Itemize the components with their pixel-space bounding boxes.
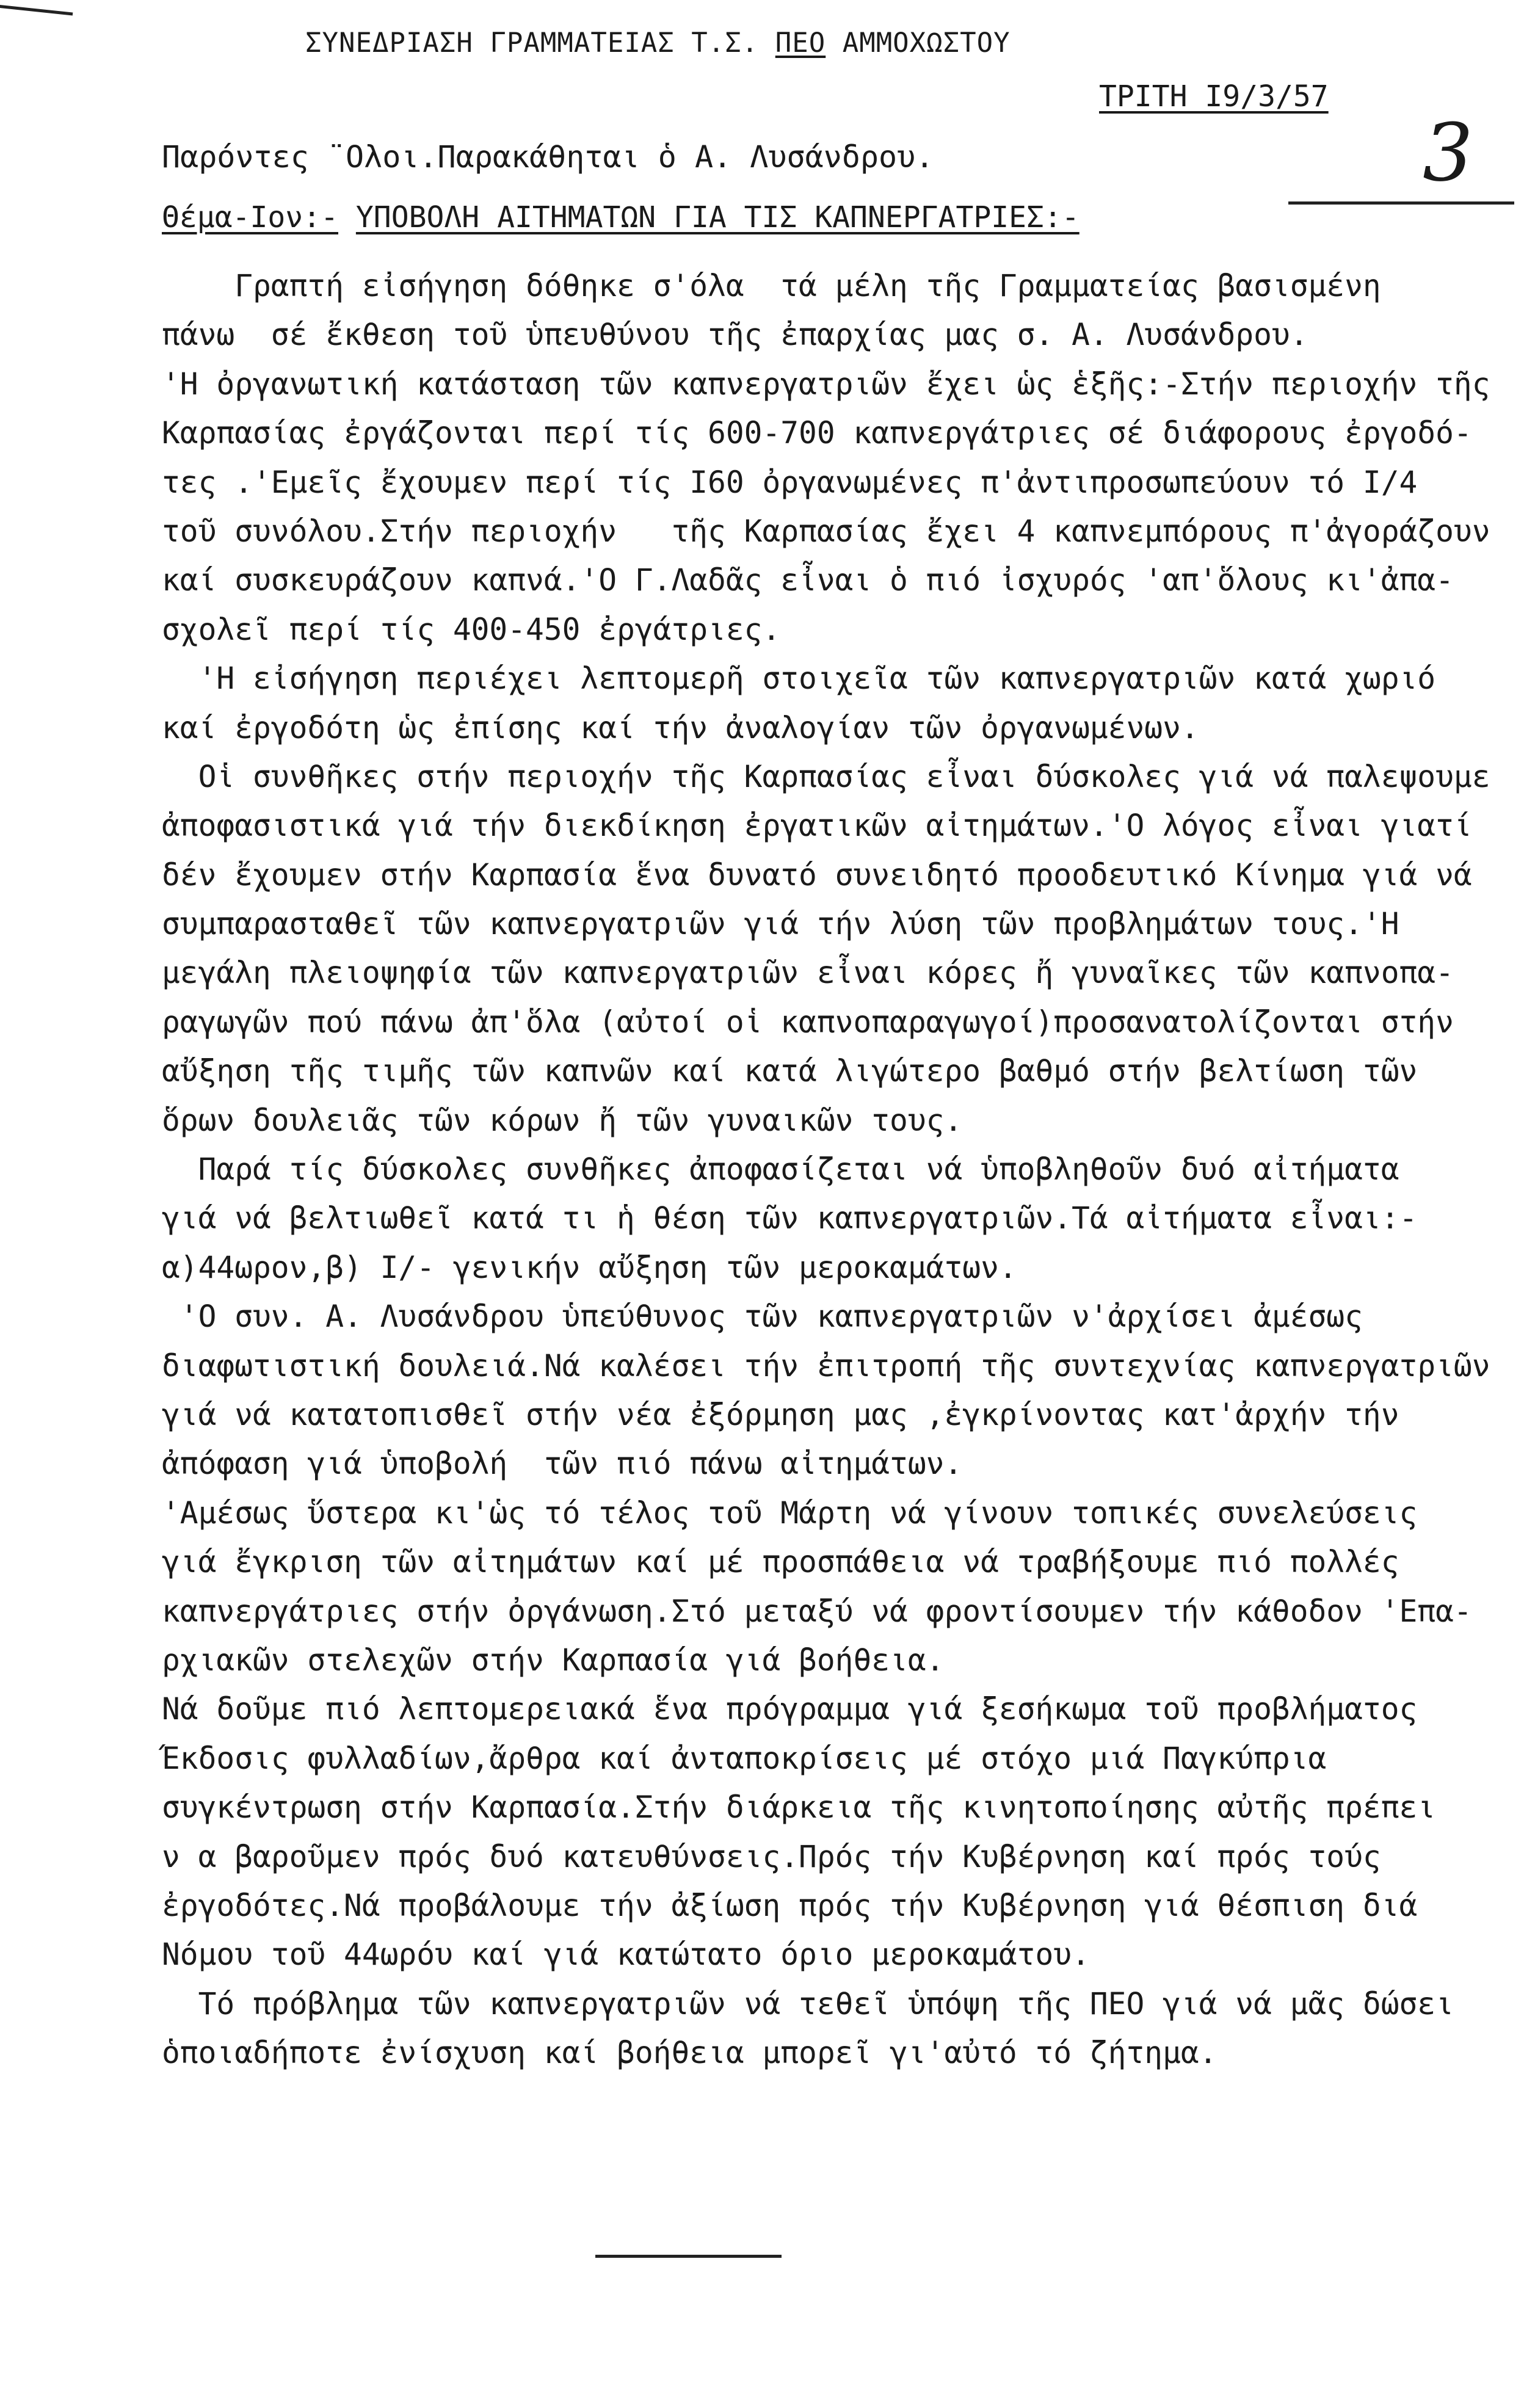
body-line: 'Ο συν. Α. Λυσάνδρου ὑπεύθυνος τῶν καπνεργατριῶν ν'ἀρχίσει ἀμέσως (162, 1299, 1363, 1335)
body-line: α)44ωρον,β) I/- γενικήν αὔξηση τῶν μεροκαμάτων. (162, 1249, 1017, 1285)
body-line: καί ἐργοδότη ὡς ἐπίσης καί τήν ἀναλογίαν τῶν ὀργανωμένων. (162, 709, 1199, 745)
body-line: δέν ἔχουμεν στήν Καρπασία ἕνα δυνατό συνειδητό προοδευτικό Κίνημα γιά νά (162, 857, 1472, 893)
body-line: ὁποιαδήποτε ἐνίσχυση καί βοήθεια μπορεῖ γι'αὐτό τό ζήτημα. (162, 2035, 1217, 2071)
body-line: διαφωτιστική δουλειά.Νά καλέσει τήν ἐπιτροπή τῆς συντεχνίας καπνεργατριῶν (162, 1347, 1490, 1384)
body-line: ρχιακῶν στελεχῶν στήν Καρπασία γιά βοήθεια. (162, 1642, 945, 1678)
body-line: 'Η εἰσήγηση περιέχει λεπτομερῆ στοιχεῖα τῶν καπνεργατριῶν κατά χωριό (162, 661, 1436, 697)
page-number-rule (1288, 201, 1514, 205)
body-line: Έκδοσις φυλλαδίων,ἄρθρα καί ἀνταποκρίσεις μέ στόχο μιά Παγκύπρια (162, 1740, 1345, 1776)
body-line: ὅρων δουλειᾶς τῶν κόρων ἤ τῶν γυναικῶν τους. (162, 1102, 963, 1138)
title-part-2: ΠΕΟ (775, 27, 826, 59)
body-line: ν α βαροῦμεν πρός δυό κατευθύνσεις.Πρός τήν Κυβέρνηση καί πρός τούς (162, 1838, 1381, 1874)
closing-rule (595, 2255, 782, 2258)
body-line: Παρά τίς δύσκολες συνθῆκες ἀποφασίζεται νά ὑποβληθοῦν δυό αἰτήματα (162, 1151, 1399, 1188)
body-line: Οἱ συνθῆκες στήν περιοχήν τῆς Καρπασίας εἶναι δύσκολες γιά νά παλεψουμε (162, 758, 1490, 794)
body-line: 'Αμέσως ὕστερα κι'ὡς τό τέλος τοῦ Μάρτη νά γίνουν τοπικές συνελεύσεις (162, 1495, 1418, 1531)
body-line: πάνω σέ ἔκθεση τοῦ ὑπευθύνου τῆς ἐπαρχίας μας σ. Α. Λυσάνδρου. (162, 317, 1308, 353)
minutes-body (162, 261, 1535, 2077)
body-line: συμπαρασταθεῖ τῶν καπνεργατριῶν γιά τήν λύση τῶν προβλημάτων τους.'Η (162, 906, 1399, 942)
subject-line (162, 200, 1080, 234)
body-line: γιά νά βελτιωθεῖ κατά τι ἡ θέση τῶν καπνεργατριῶν.Τά αἰτήματα εἶναι:- (162, 1200, 1418, 1236)
body-line: τες .'Εμεῖς ἔχουμεν περί τίς I60 ὀργανωμένες π'ἀντιπροσωπεύουν τό I/4 (162, 464, 1418, 500)
body-line: τοῦ συνόλου.Στήν περιοχήν τῆς Καρπασίας ἔχει 4 καπνεμπόρους π'ἀγοράζουν (162, 513, 1490, 549)
body-line: Καρπασίας ἐργάζονται περί τίς 600-700 καπνεργάτριες σέ διάφορους ἐργοδό- (162, 415, 1472, 451)
body-line: καί συσκευράζουν καπνά.'Ο Γ.Λαδᾶς εἶναι ὁ πιό ἰσχυρός 'απ'ὅλους κι'ἀπα- (162, 562, 1454, 598)
body-line: γιά νά κατατοπισθεῖ στήν νέα ἐξόρμηση μας ,ἐγκρίνοντας κατ'ἀρχήν τήν (162, 1396, 1399, 1432)
body-line: συγκέντρωση στήν Καρπασία.Στήν διάρκεια τῆς κινητοποίησης αὐτῆς πρέπει (162, 1790, 1436, 1826)
body-line: ἀποφασιστικά γιά τήν διεκδίκηση ἐργατικῶν αἰτημάτων.'Ο λόγος εἶναι γιατί (162, 808, 1472, 844)
body-line: αὔξηση τῆς τιμῆς τῶν καπνῶν καί κατά λιγώτερο βαθμό στήν βελτίωση τῶν (162, 1053, 1418, 1089)
body-line: Νά δοῦμε πιό λεπτομερειακά ἕνα πρόγραμμα γιά ξεσήκωμα τοῦ προβλήματος (162, 1691, 1418, 1727)
body-line: ραγωγῶν πού πάνω ἀπ'ὅλα (αὐτοί οἱ καπνοπαραγωγοί)προσανατολίζονται στήν (162, 1004, 1454, 1040)
meeting-date: ΤΡΙΤΗ I9/3/57 (1099, 79, 1329, 114)
body-line: ἀπόφαση γιά ὑποβολή τῶν πιό πάνω αἰτημάτων. (162, 1446, 963, 1482)
body-line: Τό πρόβλημα τῶν καπνεργατριῶν νά τεθεῖ ὑπόψη τῆς ΠΕΟ γιά νά μᾶς δώσει (162, 1986, 1454, 2022)
scan-edge-mark (0, 5, 73, 21)
body-line: καπνεργάτριες στήν ὀργάνωση.Στό μεταξύ νά φροντίσουμεν τήν κάθοδον 'Επα- (162, 1593, 1472, 1629)
body-line: 'Η ὀργανωτική κατάσταση τῶν καπνεργατριῶν ἔχει ὡς ἑξῆς:-Στήν περιοχήν τῆς (162, 366, 1490, 402)
attendance-line: Παρόντες ¨Ολοι.Παρακάθηται ὁ Α. Λυσάνδρου. (162, 139, 934, 175)
document-title (305, 27, 1011, 59)
title-part-3: ΑΜΜΟΧΩΣΤΟΥ (826, 27, 1011, 59)
body-line: μεγάλη πλειοψηφία τῶν καπνεργατριῶν εἶναι κόρες ἤ γυναῖκες τῶν καπνοπα- (162, 955, 1454, 991)
body-line: γιά ἔγκριση τῶν αἰτημάτων καί μέ προσπάθεια νά τραβήξουμε πιό πολλές (162, 1544, 1399, 1580)
handwritten-page-number: 3 (1423, 106, 1473, 199)
body-line: Γραπτή εἰσήγηση δόθηκε σ'όλα τά μέλη τῆς Γραμματείας βασισμένη (162, 268, 1381, 303)
body-line: σχολεῖ περί τίς 400-450 ἐργάτριες. (162, 611, 781, 647)
subject-title: ΥΠΟΒΟΛΗ ΑΙΤΗΜΑΤΩΝ ΓΙΑ ΤΙΣ ΚΑΠΝΕΡΓΑΤΡΙΕΣ:- (355, 200, 1080, 234)
title-part-1: ΣΥΝΕΔΡΙΑΣΗ ΓΡΑΜΜΑΤΕΙΑΣ Τ.Σ. (305, 27, 775, 59)
body-line: ἐργοδότες.Νά προβάλουμε τήν ἀξίωση πρός τήν Κυβέρνηση γιά θέσπιση διά (162, 1887, 1418, 1923)
body-line: Νόμου τοῦ 44ωρόυ καί γιά κατώτατο όριο μεροκαμάτου. (162, 1937, 1090, 1973)
subject-label: Θέμα-Ιον:- (162, 200, 338, 234)
